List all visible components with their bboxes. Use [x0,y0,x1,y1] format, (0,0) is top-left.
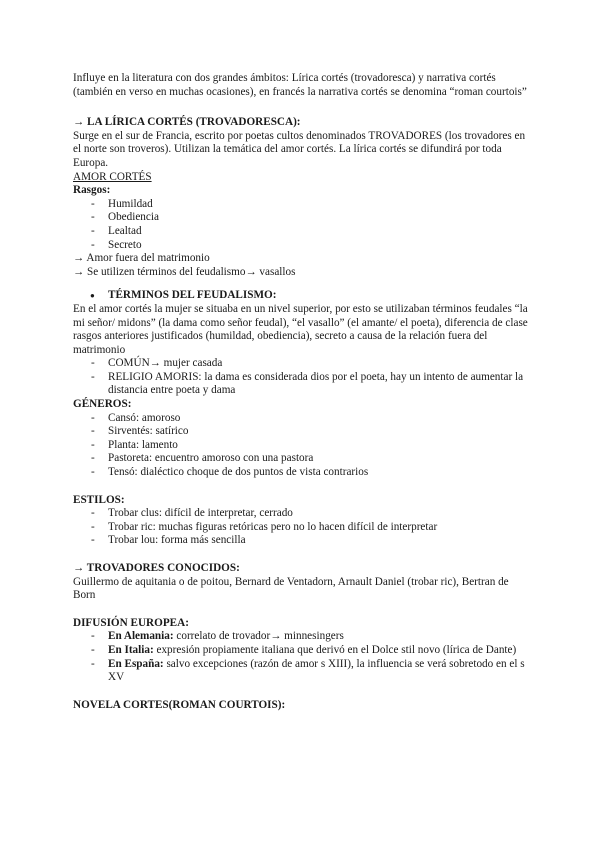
generos-heading: GÉNEROS: [73,398,132,411]
difusion-heading: DIFUSIÓN EUROPEA: [73,616,189,629]
arrow-line: → Se utilizen términos del feudalismo→ vasallos [73,265,296,278]
list-item: - Trobar lou: forma más sencilla [73,534,533,548]
list-item [73,630,533,644]
list-item: - Secreto [73,239,533,253]
region-text: correlato de trovador→ minnesingers [173,630,344,643]
arrow-line: → Amor fuera del matrimonio [73,252,210,265]
estilos-list [73,507,533,548]
trovadores-paragraph: Guillermo de aquitania o de poitou, Bernard de Ventadorn, Arnault Daniel (trobar ric), Bertran de Born [73,575,509,602]
rasgos-title: Rasgos: [73,184,111,197]
list-item: - RELIGIO AMORIS: la dama es considerada dios por el poeta, hay un intento de aumentar la distancia entre poeta y dama [73,371,533,398]
lirica-heading: → LA LÍRICA CORTÉS (TROVADORESCA): [73,116,301,129]
list-item: - Tensó: dialéctico choque de dos puntos de vista contrarios [73,466,533,480]
list-item: - Obediencia [73,211,533,225]
list-item: - Sirventés: satírico [73,425,533,439]
novela-heading: NOVELA CORTES(ROMAN COURTOIS): [73,698,286,711]
list-item [73,644,533,658]
list-item: - Trobar ric: muchas figuras retóricas pero no lo hacen difícil de interpretar [73,521,533,535]
region-text: expresión propiamente italiana que derivó en el Dolce stil novo (lírica de Dante) [153,643,517,656]
region-label: En Italia: [108,643,154,656]
difusion-list [73,630,533,684]
list-item: - Trobar clus: difícil de interpretar, cerrado [73,507,533,521]
region-label: En Alemania: [108,630,174,643]
list-item: - COMÚN→ mujer casada [73,357,533,371]
list-item: - Cansó: amoroso [73,412,533,426]
list-item: - Pastoreta: encuentro amoroso con una pastora [73,452,533,466]
amor-cortes-title: AMOR CORTÉS [73,170,152,183]
lirica-paragraph: Surge en el sur de Francia, escrito por poetas cultos denominados TROVADORES (los trovadores en el norte son troveros). Utilizan la temática del amor cortés. La lírica cortés se difundirá por toda Europa. [73,129,526,169]
intro-paragraph: Influye en la literatura con dos grandes ámbitos: Lírica cortés (trovadoresca) y narrativa cortés (también en verso en muchas ocasiones), en francés la narrativa cortés se denomina “roman courtois” [73,72,527,98]
trovadores-heading: → TROVADORES CONOCIDOS: [73,562,240,574]
list-item: - Lealtad [73,225,533,239]
generos-list [73,412,533,480]
estilos-heading: ESTILOS: [73,493,125,506]
region-label: En España: [108,657,164,670]
feudalismo-paragraph: En el amor cortés la mujer se situaba en un nivel superior, por esto se utilizaban términos feudales “la mi señor/ midons” (la dama como señor feudal), “el vasallo” (el amante/ el poeta), diferencia de clase rasgos anteriores justificados (humildad, obediencia), secreto a causa de la relación fuera del matrimonio [73,302,528,356]
list-item [73,658,533,685]
list-item: - Planta: lamento [73,439,533,453]
document-page [73,72,533,712]
list-item: - Humildad [73,198,533,212]
feudalismo-heading: ● TÉRMINOS DEL FEUDALISMO: [73,289,533,303]
rasgos-list [73,198,533,252]
feudalismo-list [73,357,533,398]
region-text: salvo excepciones (razón de amor s XIII), la influencia se verá sobretodo en el s XV [108,657,525,684]
